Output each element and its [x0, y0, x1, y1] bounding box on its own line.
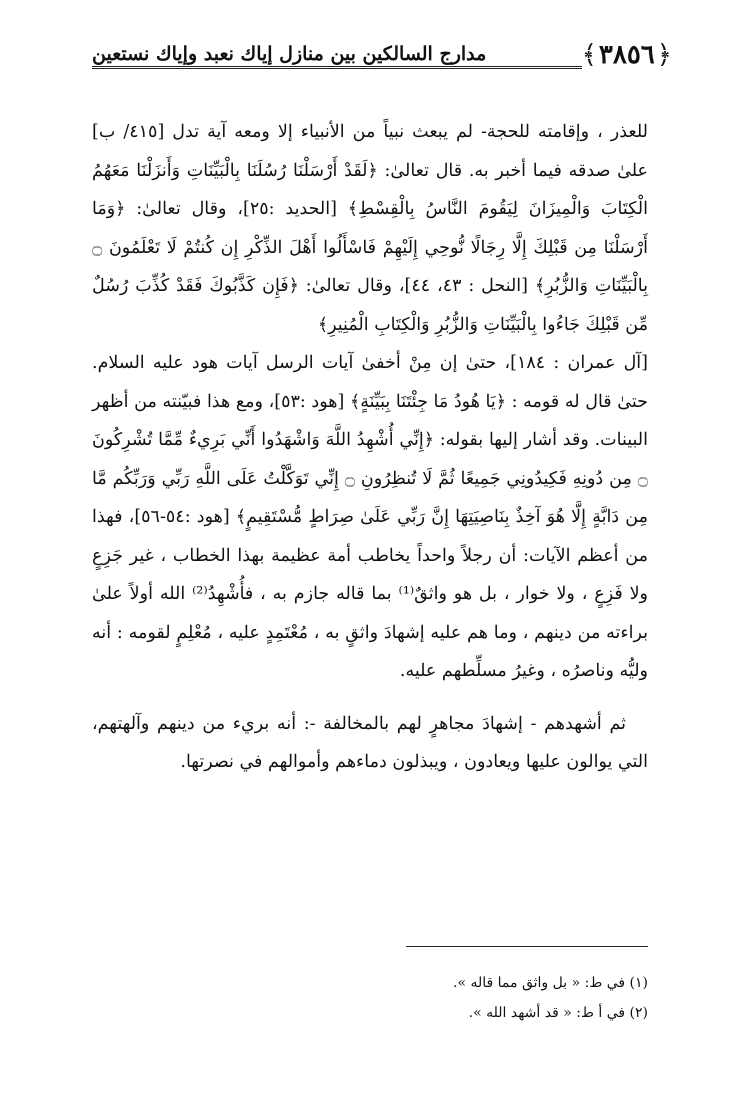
footnote-1: (١) في ط: « بل واثق مما قاله ».: [453, 975, 648, 991]
page-number: ﴿ ٣٨٥٦ ﴾: [582, 38, 672, 72]
footnotes: [92, 968, 648, 1028]
footnote-separator: [406, 946, 648, 947]
paragraph-2: [آل عمران : ١٨٤]، حتىٰ إن مِنْ أخفىٰ آيات الرسل آيات هود عليه السلام. حتىٰ قال له قومه : ﴿يَا هُودُ مَا جِئْتَنَا بِبَيِّنَةٍ﴾ [هود :٥٣]، ومع هذا فبيّنته من أظهر البينات. وقد أشار إليها بقوله: ﴿إِنِّي أُشْهِدُ اللَّهَ وَاشْهَدُوا أَنِّي بَرِيءٌ مِّمَّا تُشْرِكُونَ ۝ مِن دُونِهِ فَكِيدُونِي جَمِيعًا ثُمَّ لَا تُنظِرُونِ ۝ إِنِّي تَوَكَّلْتُ عَلَى اللَّهِ رَبِّي وَرَبِّكُم مَّا مِن دَابَّةٍ إِلَّا هُوَ آخِذٌ بِنَاصِيَتِهَا إِنَّ رَبِّي عَلَىٰ صِرَاطٍ مُّسْتَقِيمٍ﴾ [هود :٥٤-٥٦]، فهذا من أعظم الآيات: أن رجلاً واحداً يخاطب أمة عظيمة بهذا الخطاب ، غير جَزِعٍ ولا فَزِعٍ ، ولا خوار ، بل هو واثقٌ⁽¹⁾ بما قاله جازم به ، فأُشْهِدُ⁽²⁾ الله أولاً علىٰ براءته من دينهم ، وما هم عليه إشهادَ واثقٍ به ، مُعْتَمِدٍ عليه ، مُعْلِمٍ لقومه : أنه وليُّه وناصرُه ، وغيرُ مسلِّطهم عليه.: [92, 353, 649, 681]
header-rule: [92, 66, 582, 69]
paragraph-1: للعذر ، وإقامته للحجة- لم يبعث نبياً من الأنبياء إلا ومعه آية تدل [٤١٥/ ب] علىٰ صدقه فيما أخبر به. قال تعالىٰ: ﴿لَقَدْ أَرْسَلْنَا رُسُلَنَا بِالْبَيِّنَاتِ وَأَنزَلْنَا مَعَهُمُ الْكِتَابَ وَالْمِيزَانَ لِيَقُومَ النَّاسُ بِالْقِسْطِ﴾ [الحديد :٢٥]، وقال تعالىٰ: ﴿وَمَا أَرْسَلْنَا مِن قَبْلِكَ إِلَّا رِجَالًا نُّوحِي إِلَيْهِمْ فَاسْأَلُوا أَهْلَ الذِّكْرِ إِن كُنتُمْ لَا تَعْلَمُونَ ۝ بِالْبَيِّنَاتِ وَالزُّبُرِ﴾ [النحل : ٤٣، ٤٤]، وقال تعالىٰ: ﴿فَإِن كَذَّبُوكَ فَقَدْ كُذِّبَ رُسُلٌ مِّن قَبْلِكَ جَاءُوا بِالْبَيِّنَاتِ وَالزُّبُرِ وَالْكِتَابِ الْمُنِيرِ﴾: [92, 122, 649, 335]
main-text: [92, 113, 648, 782]
footnote-2: (٢) في أ ط: « قد أشهد الله ».: [468, 1005, 648, 1021]
running-title: مدارج السالكين بين منازل إياك نعبد وإياك نستعين: [92, 43, 487, 65]
paragraph-3: ثم أشهدهم - إشهادَ مجاهرٍ لهم بالمخالفة -: أنه بريء من دينهم وآلهتهم، التي يوالون عليها ويعادون ، ويبذلون دماءهم وأموالهم في نصرتها.: [92, 713, 648, 772]
